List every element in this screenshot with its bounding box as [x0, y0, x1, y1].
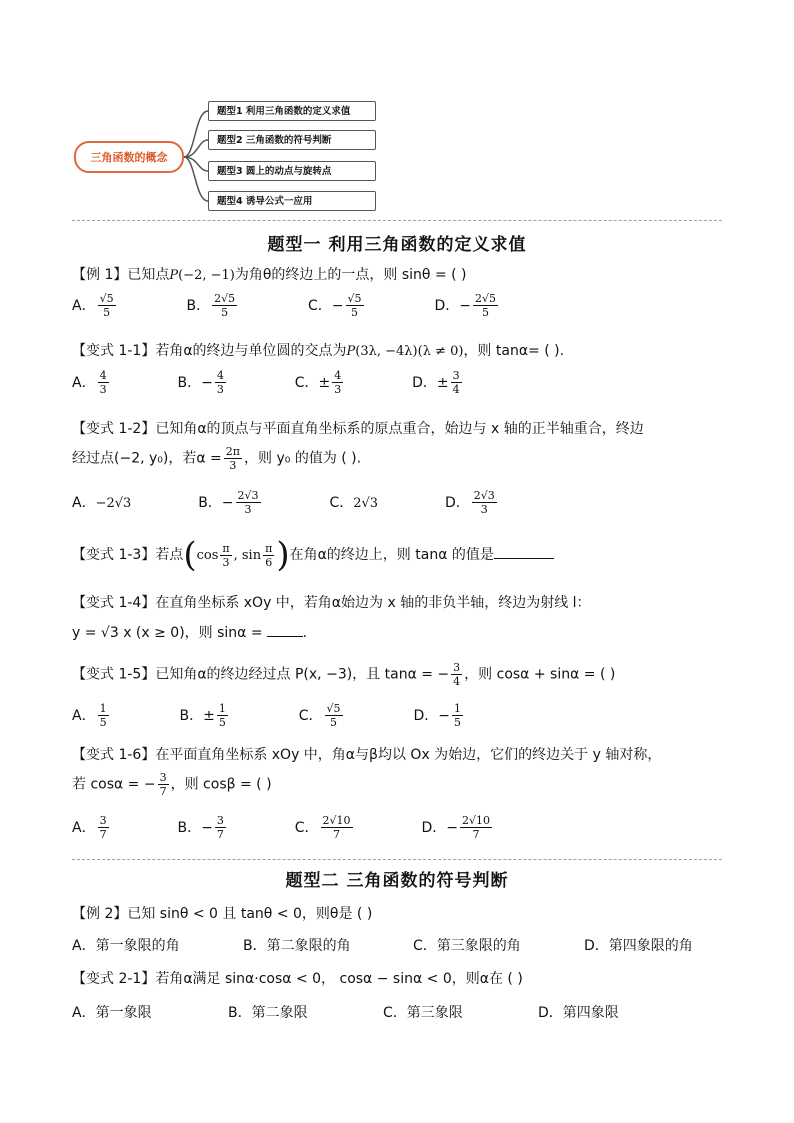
variant-1-6-line-1: 【变式 1-6】在平面直角坐标系 xOy 中，角α与β均以 Ox 为始边，它们的终边关于 y 轴对称， [72, 747, 662, 763]
variant-1-3-question: 【变式 1-3】若点(cos $\frac{\pi}{3}$ , sin $\frac{\pi}{6}$ )在角α的终边上，则 tanα 的值是 [72, 538, 554, 572]
variant-1-6-line-2: 若 cosα = − $\frac{3}{7}$ ，则 cosβ = ( ) [72, 771, 272, 798]
option-c: C．2√3 [329, 494, 379, 511]
answer-blank[interactable] [267, 636, 303, 637]
option-b: B．± $\frac{1}{5}$ [179, 702, 226, 729]
option-d: D． $\frac{2√3}{3}$ [444, 489, 495, 516]
example-1-options [72, 293, 500, 318]
variant-1-6-prefix: 若 cosα = − [72, 776, 156, 793]
variant-1-5-question: 【变式 1-5】已知角α的终边经过点 P(x, −3)，且 tanα = − $\frac{3}{4}$ ，则 cosα + sinα = ( ) [72, 661, 616, 688]
variant-1-2-prefix: 经过点(−2, y₀)，若α = [72, 450, 222, 467]
variant-1-3-suffix: 在角α的终边上，则 tanα 的值是 [289, 547, 494, 563]
option-b: B．− $\frac{3}{7}$ [177, 814, 224, 841]
section-divider [72, 859, 722, 860]
option-a: A．第一象限的角 [72, 938, 180, 954]
option-d: D．− $\frac{2√10}{7}$ [421, 814, 490, 841]
option-b: B．− $\frac{4}{3}$ [177, 369, 224, 396]
example-2-question: 【例 2】已知 sinθ < 0 且 tanθ < 0，则θ是 ( ) [72, 906, 373, 922]
variant-1-5-options [72, 703, 465, 728]
option-c: C．第三象限 [383, 1005, 463, 1021]
variant-1-6-suffix: ，则 cosβ = ( ) [170, 776, 272, 793]
variant-1-6-options [72, 815, 494, 840]
option-a: A．−2√3 [72, 494, 132, 511]
option-d: D．− $\frac{2√5}{5}$ [434, 292, 496, 319]
mindmap-item-3: 题型3 圆上的动点与旋转点 [208, 161, 376, 181]
mindmap-item-1: 题型1 利用三角函数的定义求值 [208, 101, 376, 121]
variant-1-4-line-2-text: y = √3 x (x ≥ 0)，则 sinα = [72, 625, 263, 641]
option-a: A． $\frac{1}{5}$ [72, 702, 107, 729]
section-1-title: 题型一 利用三角函数的定义求值 [267, 235, 527, 255]
mindmap-connectors [0, 0, 794, 220]
option-d: D．第四象限的角 [584, 938, 693, 954]
option-c: C．± $\frac{4}{3}$ [294, 369, 342, 396]
option-b: B．第二象限 [228, 1005, 308, 1021]
option-b: B．− $\frac{2√3}{3}$ [198, 489, 259, 516]
variant-1-2-options [72, 490, 499, 515]
point-p-coords: (−2, −1) [178, 268, 235, 283]
option-d: D．− $\frac{1}{5}$ [413, 702, 461, 729]
variant-1-2-line-2: 经过点(−2, y₀)，若α = $\frac{2\pi}{3}$ ，则 y₀ 的值为 ( ). [72, 445, 362, 472]
option-c: C． $\frac{√5}{5}$ [298, 702, 341, 729]
variant-1-5-prefix: 【变式 1-5】已知角α的终边经过点 P(x, −3)，且 tanα = − [72, 666, 450, 683]
point-p: P [169, 268, 179, 283]
section-divider [72, 220, 722, 221]
variant-1-1-question [72, 340, 564, 360]
variant-1-2-line-1: 【变式 1-2】已知角α的顶点与平面直角坐标系的原点重合，始边与 x 轴的正半轴重合，终边 [72, 421, 644, 437]
section-2-title: 题型二 三角函数的符号判断 [285, 871, 509, 891]
point-p-lambda: P(3λ, −4λ)(λ ≠ 0) [346, 344, 464, 359]
variant-1-2-suffix: ，则 y₀ 的值为 ( ). [244, 450, 362, 467]
option-d: D．± $\frac{3}{4}$ [412, 369, 460, 396]
variant-1-3-prefix: 【变式 1-3】若点 [72, 547, 184, 563]
mindmap-item-4: 题型4 诱导公式一应用 [208, 191, 376, 211]
option-c: C． $\frac{2√10}{7}$ [294, 814, 351, 841]
option-a: A． $\frac{3}{7}$ [72, 814, 107, 841]
example-1-suffix: 为角θ的终边上的一点，则 sinθ = ( ) [234, 267, 467, 283]
example-1-prefix: 【例 1】已知点 [72, 267, 170, 283]
mindmap-root: 三角函数的概念 [74, 141, 184, 173]
option-a: A．第一象限 [72, 1005, 152, 1021]
variant-1-1-suffix: ，则 tanα= ( ). [463, 343, 565, 359]
variant-1-4-line-2: y = √3 x (x ≥ 0)，则 sinα = . [72, 625, 308, 641]
mindmap-item-2: 题型2 三角函数的符号判断 [208, 130, 376, 150]
variant-1-1-prefix: 【变式 1-1】若角α的终边与单位圆的交点为 [72, 343, 347, 359]
option-c: C．第三象限的角 [413, 938, 521, 954]
variant-1-5-suffix: ，则 cosα + sinα = ( ) [464, 666, 616, 683]
variant-1-1-options [72, 370, 464, 395]
option-b: B． $\frac{2√5}{5}$ [186, 292, 236, 319]
variant-2-1-question: 【变式 2-1】若角α满足 sinα·cosα < 0， cosα − sinα < 0，则α在 ( ) [72, 971, 523, 987]
option-d: D．第四象限 [538, 1005, 619, 1021]
option-b: B．第二象限的角 [243, 938, 351, 954]
variant-1-4-line-1: 【变式 1-4】在直角坐标系 xOy 中，若角α始边为 x 轴的非负半轴，终边为射线 l： [72, 595, 591, 611]
option-a: A． $\frac{√5}{5}$ [72, 292, 114, 319]
answer-blank[interactable] [494, 558, 554, 559]
option-a: A． $\frac{4}{3}$ [72, 369, 107, 396]
option-c: C．− $\frac{√5}{5}$ [308, 292, 362, 319]
example-1-question [72, 264, 467, 284]
